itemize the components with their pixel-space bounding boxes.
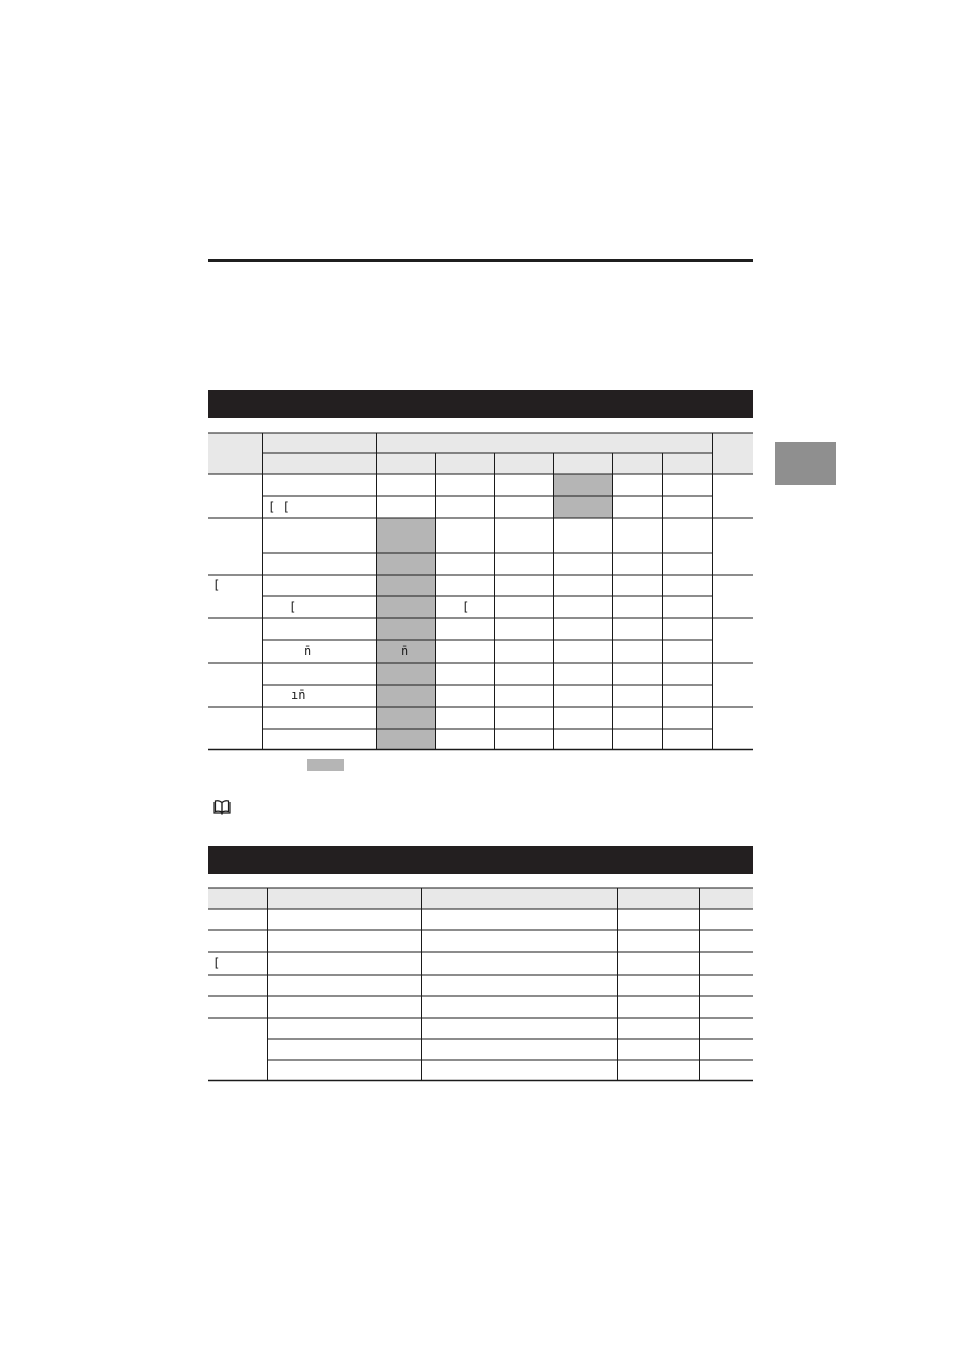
table1-glyph-r6c3: [ <box>462 600 470 614</box>
table1-glyph-r8c1: n̄ <box>304 644 312 658</box>
table1-glyph-r6c1: [ <box>289 600 297 614</box>
table2-glyph-r3c0: [ <box>213 956 221 970</box>
table1-glyph-r8c2: n̄ <box>401 644 409 658</box>
table1-glyph-r5c0: [ <box>213 578 221 592</box>
table2-header-fill <box>208 888 753 909</box>
table1-glyph-r10c1: ın̄ <box>291 688 306 702</box>
table1-glyph-r2c1: [ [ <box>268 500 290 514</box>
